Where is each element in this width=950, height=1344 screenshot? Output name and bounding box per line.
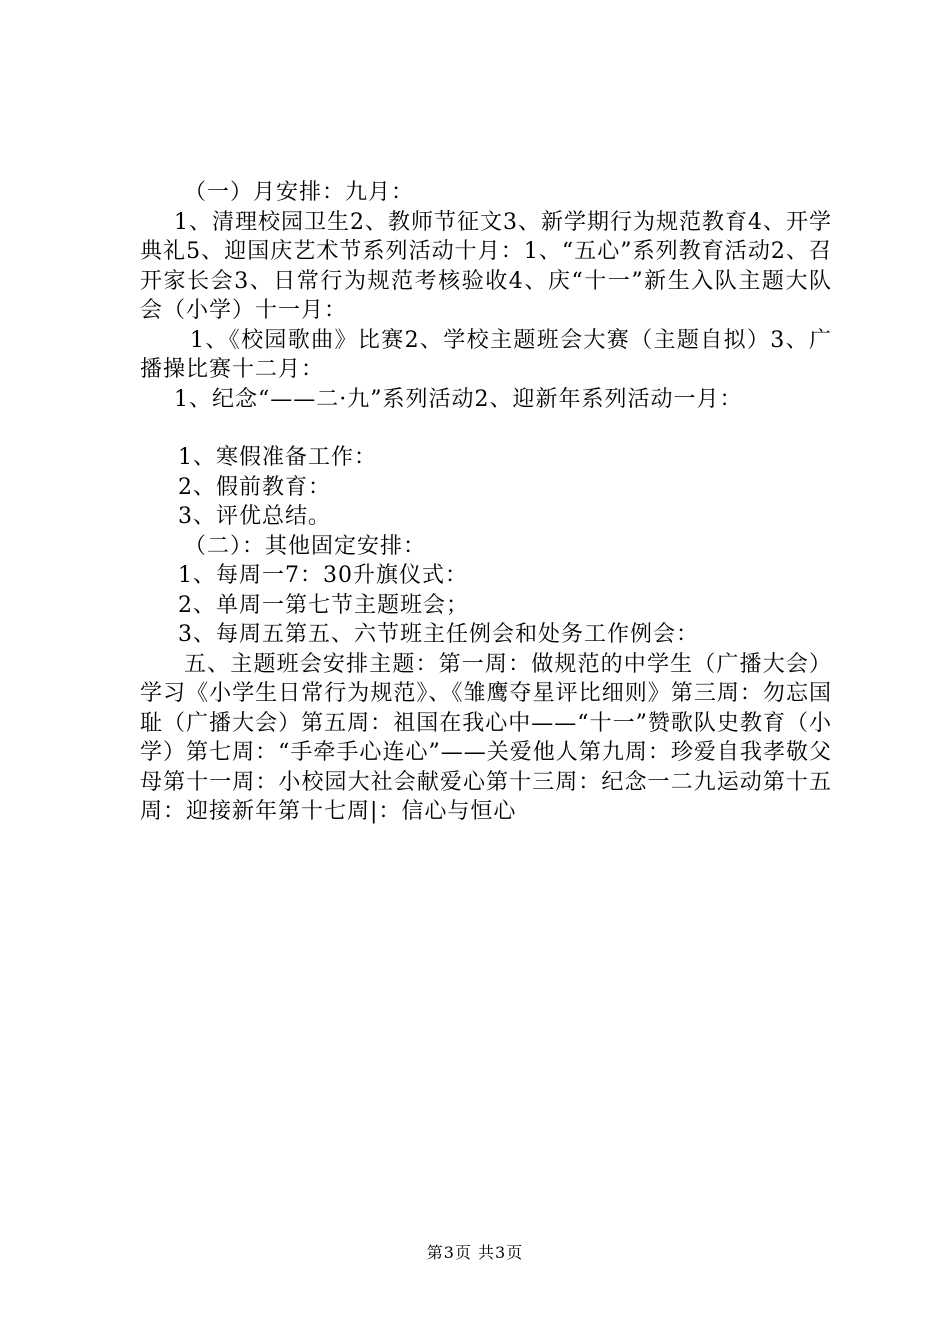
paragraph-dec-jan: 1、纪念“——二·九”系列活动2、迎新年系列活动一月： bbox=[174, 386, 743, 412]
section-two-heading: （二）：其他固定安排： bbox=[184, 533, 427, 559]
list-item-theme-class-meeting: 2、单周一第七节主题班会； bbox=[178, 592, 469, 618]
paragraph-nov-dec: 1、《校园歌曲》比赛2、学校主题班会大赛（主题自拟）3、广播操比赛十二月： bbox=[140, 327, 832, 382]
list-item-friday-meetings: 3、每周五第五、六节班主任例会和处务工作例会： bbox=[178, 622, 699, 647]
list-item-evaluation-summary: 3、评优总结。 bbox=[178, 504, 331, 529]
paragraph-sep-oct-nov: 1、清理校园卫生2、教师节征文3、新学期行为规范教育4、开学典礼5、迎国庆艺术节系列活动十月：1、“五心”系列教育活动2、召开家长会3、日常行为规范考核验收4、庆“十一”新生入队主题大队会（小学）十一月： bbox=[140, 209, 832, 323]
paragraph-theme-schedule: 五、主题班会安排主题：第一周：做规范的中学生（广播大会）学习《小学生日常行为规范》、《雏鹰夺星评比细则》第三周：勿忘国耻（广播大会）第五周：祖国在我心中——“十一”赞歌队史教育（小学）第七周：“手牵手心连心”——关爱他人第九周：珍爱自我孝敬父母第十一周：小校园大社会献爱心第十三周：纪念一二九运动第十五周：迎接新年第十七周|：信心与恒心 bbox=[140, 651, 832, 824]
page-footer: 第3页 共3页 bbox=[426, 1243, 524, 1262]
section-one-heading: （一）月安排：九月： bbox=[184, 180, 415, 205]
document-body bbox=[140, 178, 832, 827]
list-item-winter-prep: 1、寒假准备工作： bbox=[178, 445, 377, 470]
list-item-pre-holiday-education: 2、假前教育： bbox=[178, 474, 331, 500]
list-item-flag-ceremony: 1、每周一7：30升旗仪式： bbox=[178, 563, 468, 588]
paragraph-gap bbox=[140, 414, 832, 443]
